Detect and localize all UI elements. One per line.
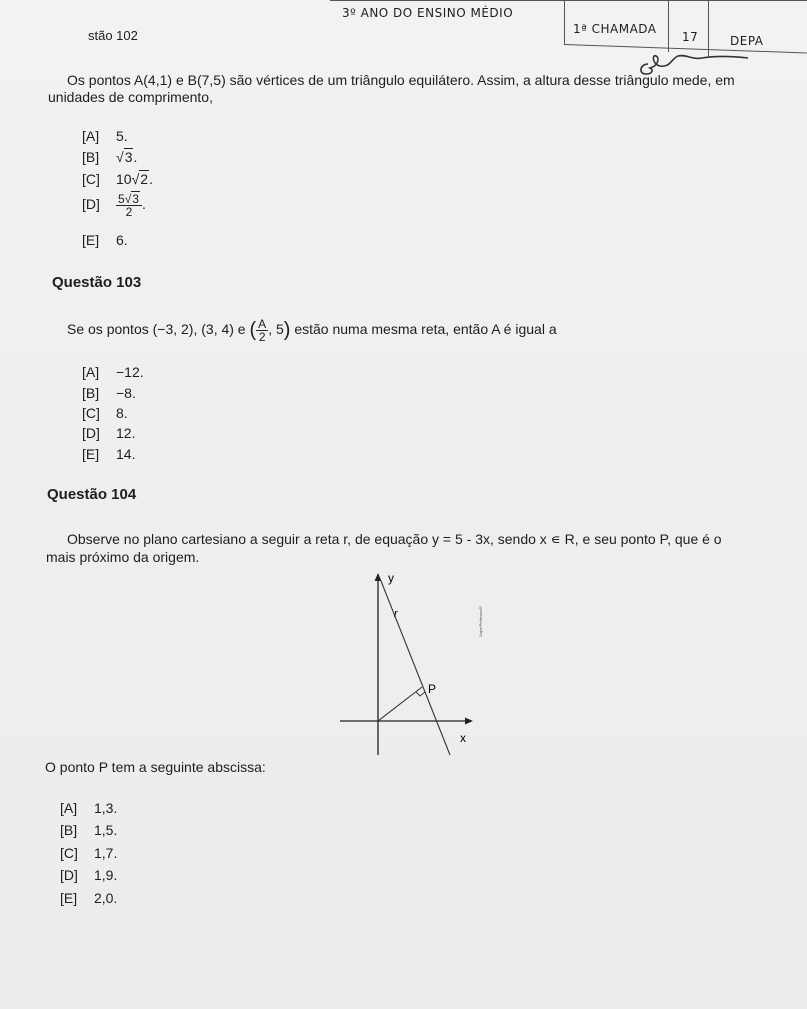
header-divider — [564, 0, 565, 44]
q103-option-e[interactable]: [E] 14. — [82, 446, 136, 462]
q103-option-c[interactable]: [C] 8. — [82, 405, 128, 421]
q104-option-d[interactable]: [D] 1,9. — [60, 867, 118, 883]
group-label: DEPA — [730, 34, 764, 48]
q102-option-c[interactable]: [C] 10√2. — [82, 171, 153, 187]
q104-option-b[interactable]: [B] 1,5. — [60, 822, 118, 838]
header-divider — [708, 0, 709, 56]
point-p-label: P — [428, 682, 437, 696]
q103-option-d[interactable]: [D] 12. — [82, 425, 136, 441]
y-axis-arrow-icon — [375, 573, 382, 581]
q102-option-a[interactable]: [A] 5. — [82, 128, 128, 144]
q104-statement: Observe no plano cartesiano a seguir a reta r, de equação y = 5 - 3x, sendo x ∊ R, e seu ponto P, que é o — [67, 531, 722, 547]
cartesian-graph — [340, 565, 490, 760]
q102-option-d[interactable]: [D] $\frac{5√3}{2}$ . — [82, 192, 146, 219]
number-label: 17 — [682, 30, 699, 44]
q102-option-b[interactable]: [B] √3. — [82, 149, 138, 165]
q102-statement: Os pontos A(4,1) e B(7,5) são vértices de um triângulo equilátero. Assim, a altura desse triângulo mede, em — [67, 72, 735, 88]
q104-option-e[interactable]: [E] 2,0. — [60, 890, 118, 906]
x-axis-label: x — [460, 731, 466, 745]
q102-title: stão 102 — [88, 28, 138, 43]
q102-statement-cont: unidades de comprimento, — [48, 89, 213, 105]
call-label: 1ª CHAMADA — [573, 22, 657, 36]
q103-option-b[interactable]: [B] −8. — [82, 385, 136, 401]
grade-label: 3º ANO DO ENSINO MÉDIO — [342, 6, 514, 20]
q104-option-c[interactable]: [C] 1,7. — [60, 845, 118, 861]
q104-question: O ponto P tem a seguinte abscissa: — [45, 759, 266, 775]
perpendicular-segment — [378, 687, 422, 721]
line-r-label: r — [394, 608, 398, 620]
y-axis-label: y — [388, 571, 394, 585]
q103-title: Questão 103 — [52, 274, 142, 291]
right-angle-icon — [416, 692, 425, 696]
header-divider — [668, 0, 669, 52]
watermark: SuperProfessor® — [478, 606, 483, 637]
line-r — [381, 581, 450, 755]
header-top-border — [330, 0, 807, 1]
q103-statement: Se os pontos (−3, 2), (3, 4) e ( $\frac{A}{2}$ , 5) estão numa mesma reta, então A é igual a — [67, 317, 557, 344]
q103-option-a[interactable]: [A] −12. — [82, 364, 144, 380]
exam-header — [330, 0, 807, 62]
q104-title: Questão 104 — [47, 486, 137, 503]
q102-option-e[interactable]: [E] 6. — [82, 232, 128, 248]
q104-option-a[interactable]: [A] 1,3. — [60, 800, 118, 816]
x-axis-arrow-icon — [465, 718, 473, 725]
q104-statement-cont: mais próximo da origem. — [46, 549, 200, 565]
